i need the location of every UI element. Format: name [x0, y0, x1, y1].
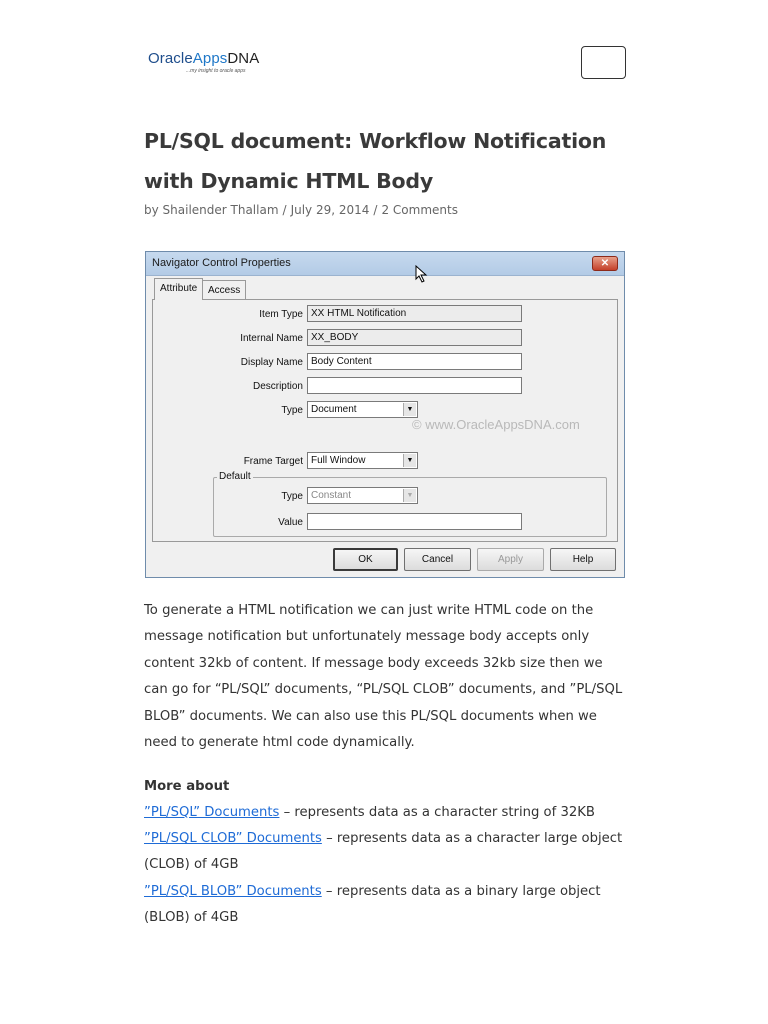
item-type-label: Item Type [259, 309, 303, 320]
default-group-label: Default [219, 471, 251, 482]
list-item [144, 800, 634, 826]
list-item-description: – represents data as a binary large object (BLOB) of 4GB [144, 883, 601, 925]
logo-apps: Apps [192, 50, 228, 67]
chevron-down-icon[interactable]: ▼ [403, 403, 416, 416]
frame-target-label: Frame Target [243, 456, 303, 467]
list-item-description: – represents data as a character string of 32KB [279, 805, 595, 820]
chevron-down-icon[interactable]: ▼ [403, 454, 416, 467]
item-type-field[interactable]: XX HTML Notification [307, 305, 522, 322]
logo-tagline: ...my insight to oracle apps [186, 68, 246, 74]
logo-dna: DNA [227, 50, 260, 67]
type-select-value: Document [311, 404, 357, 415]
default-type-label: Type [281, 491, 303, 502]
internal-name-label: Internal Name [240, 333, 303, 344]
display-name-label: Display Name [240, 357, 303, 368]
watermark: © www.OracleAppsDNA.com [412, 417, 580, 432]
logo-oracle: Oracle [148, 50, 193, 67]
more-about-heading: More about [144, 779, 230, 794]
post-comments-link[interactable]: 2 Comments [381, 203, 458, 217]
mouse-cursor-icon [415, 265, 429, 283]
type-select[interactable] [307, 401, 418, 418]
list-item-description: – represents data as a character large object (CLOB) of 4GB [144, 831, 623, 873]
frame-target-select[interactable] [307, 452, 418, 469]
default-type-select-value: Constant [311, 490, 352, 501]
help-button[interactable]: Help [550, 548, 616, 571]
list-item [144, 826, 634, 878]
value-field[interactable] [307, 513, 522, 530]
post-date-link[interactable]: July 29, 2014 [290, 203, 370, 217]
logo-text [148, 50, 259, 67]
default-type-select[interactable] [307, 487, 418, 504]
close-icon[interactable]: ✕ [592, 256, 618, 271]
post-title: PL/SQL document: Workflow Notification with Dynamic HTML Body [144, 129, 607, 193]
intro-paragraph: To generate a HTML notification we can just write HTML code on the message notification but unfortunately message body accepts only content 32kb of content. If message body exceeds 32kb size then we can go for “PL/SQL” documents, “PL/SQL CLOB” documents, and ”PL/SQL BLOB” documents. We can also use this PL/SQL documents when we need to generate html code dynamically. [144, 603, 623, 751]
post-author-link[interactable]: by Shailender Thallam [144, 203, 279, 217]
display-name-field[interactable]: Body Content [307, 353, 522, 370]
dialog-title: Navigator Control Properties [152, 257, 291, 269]
site-header [0, 0, 768, 110]
tab-attribute[interactable]: Attribute [154, 278, 203, 300]
ok-button[interactable]: OK [333, 548, 398, 571]
type-label: Type [281, 405, 303, 416]
post-meta [144, 203, 458, 217]
apply-button[interactable]: Apply [477, 548, 544, 571]
document-types-list [144, 800, 634, 931]
frame-target-select-value: Full Window [311, 455, 366, 466]
chevron-down-icon: ▼ [403, 489, 416, 502]
dialog-titlebar [146, 252, 624, 276]
list-item [144, 879, 634, 931]
hamburger-menu-icon[interactable] [581, 46, 626, 79]
meta-separator: / [282, 203, 287, 217]
tab-access[interactable]: Access [202, 280, 246, 300]
plsql-documents-link[interactable]: ”PL/SQL” Documents [144, 805, 280, 820]
value-label: Value [278, 517, 303, 528]
site-logo[interactable] [148, 50, 260, 74]
navigator-control-properties-dialog [145, 251, 625, 578]
plsql-blob-documents-link[interactable]: ”PL/SQL BLOB” Documents [144, 883, 322, 899]
meta-separator: / [373, 203, 378, 217]
description-field[interactable] [307, 377, 522, 394]
description-label: Description [252, 381, 303, 392]
internal-name-field[interactable]: XX_BODY [307, 329, 522, 346]
cancel-button[interactable]: Cancel [404, 548, 471, 571]
plsql-clob-documents-link[interactable]: ”PL/SQL CLOB” Documents [144, 831, 322, 847]
